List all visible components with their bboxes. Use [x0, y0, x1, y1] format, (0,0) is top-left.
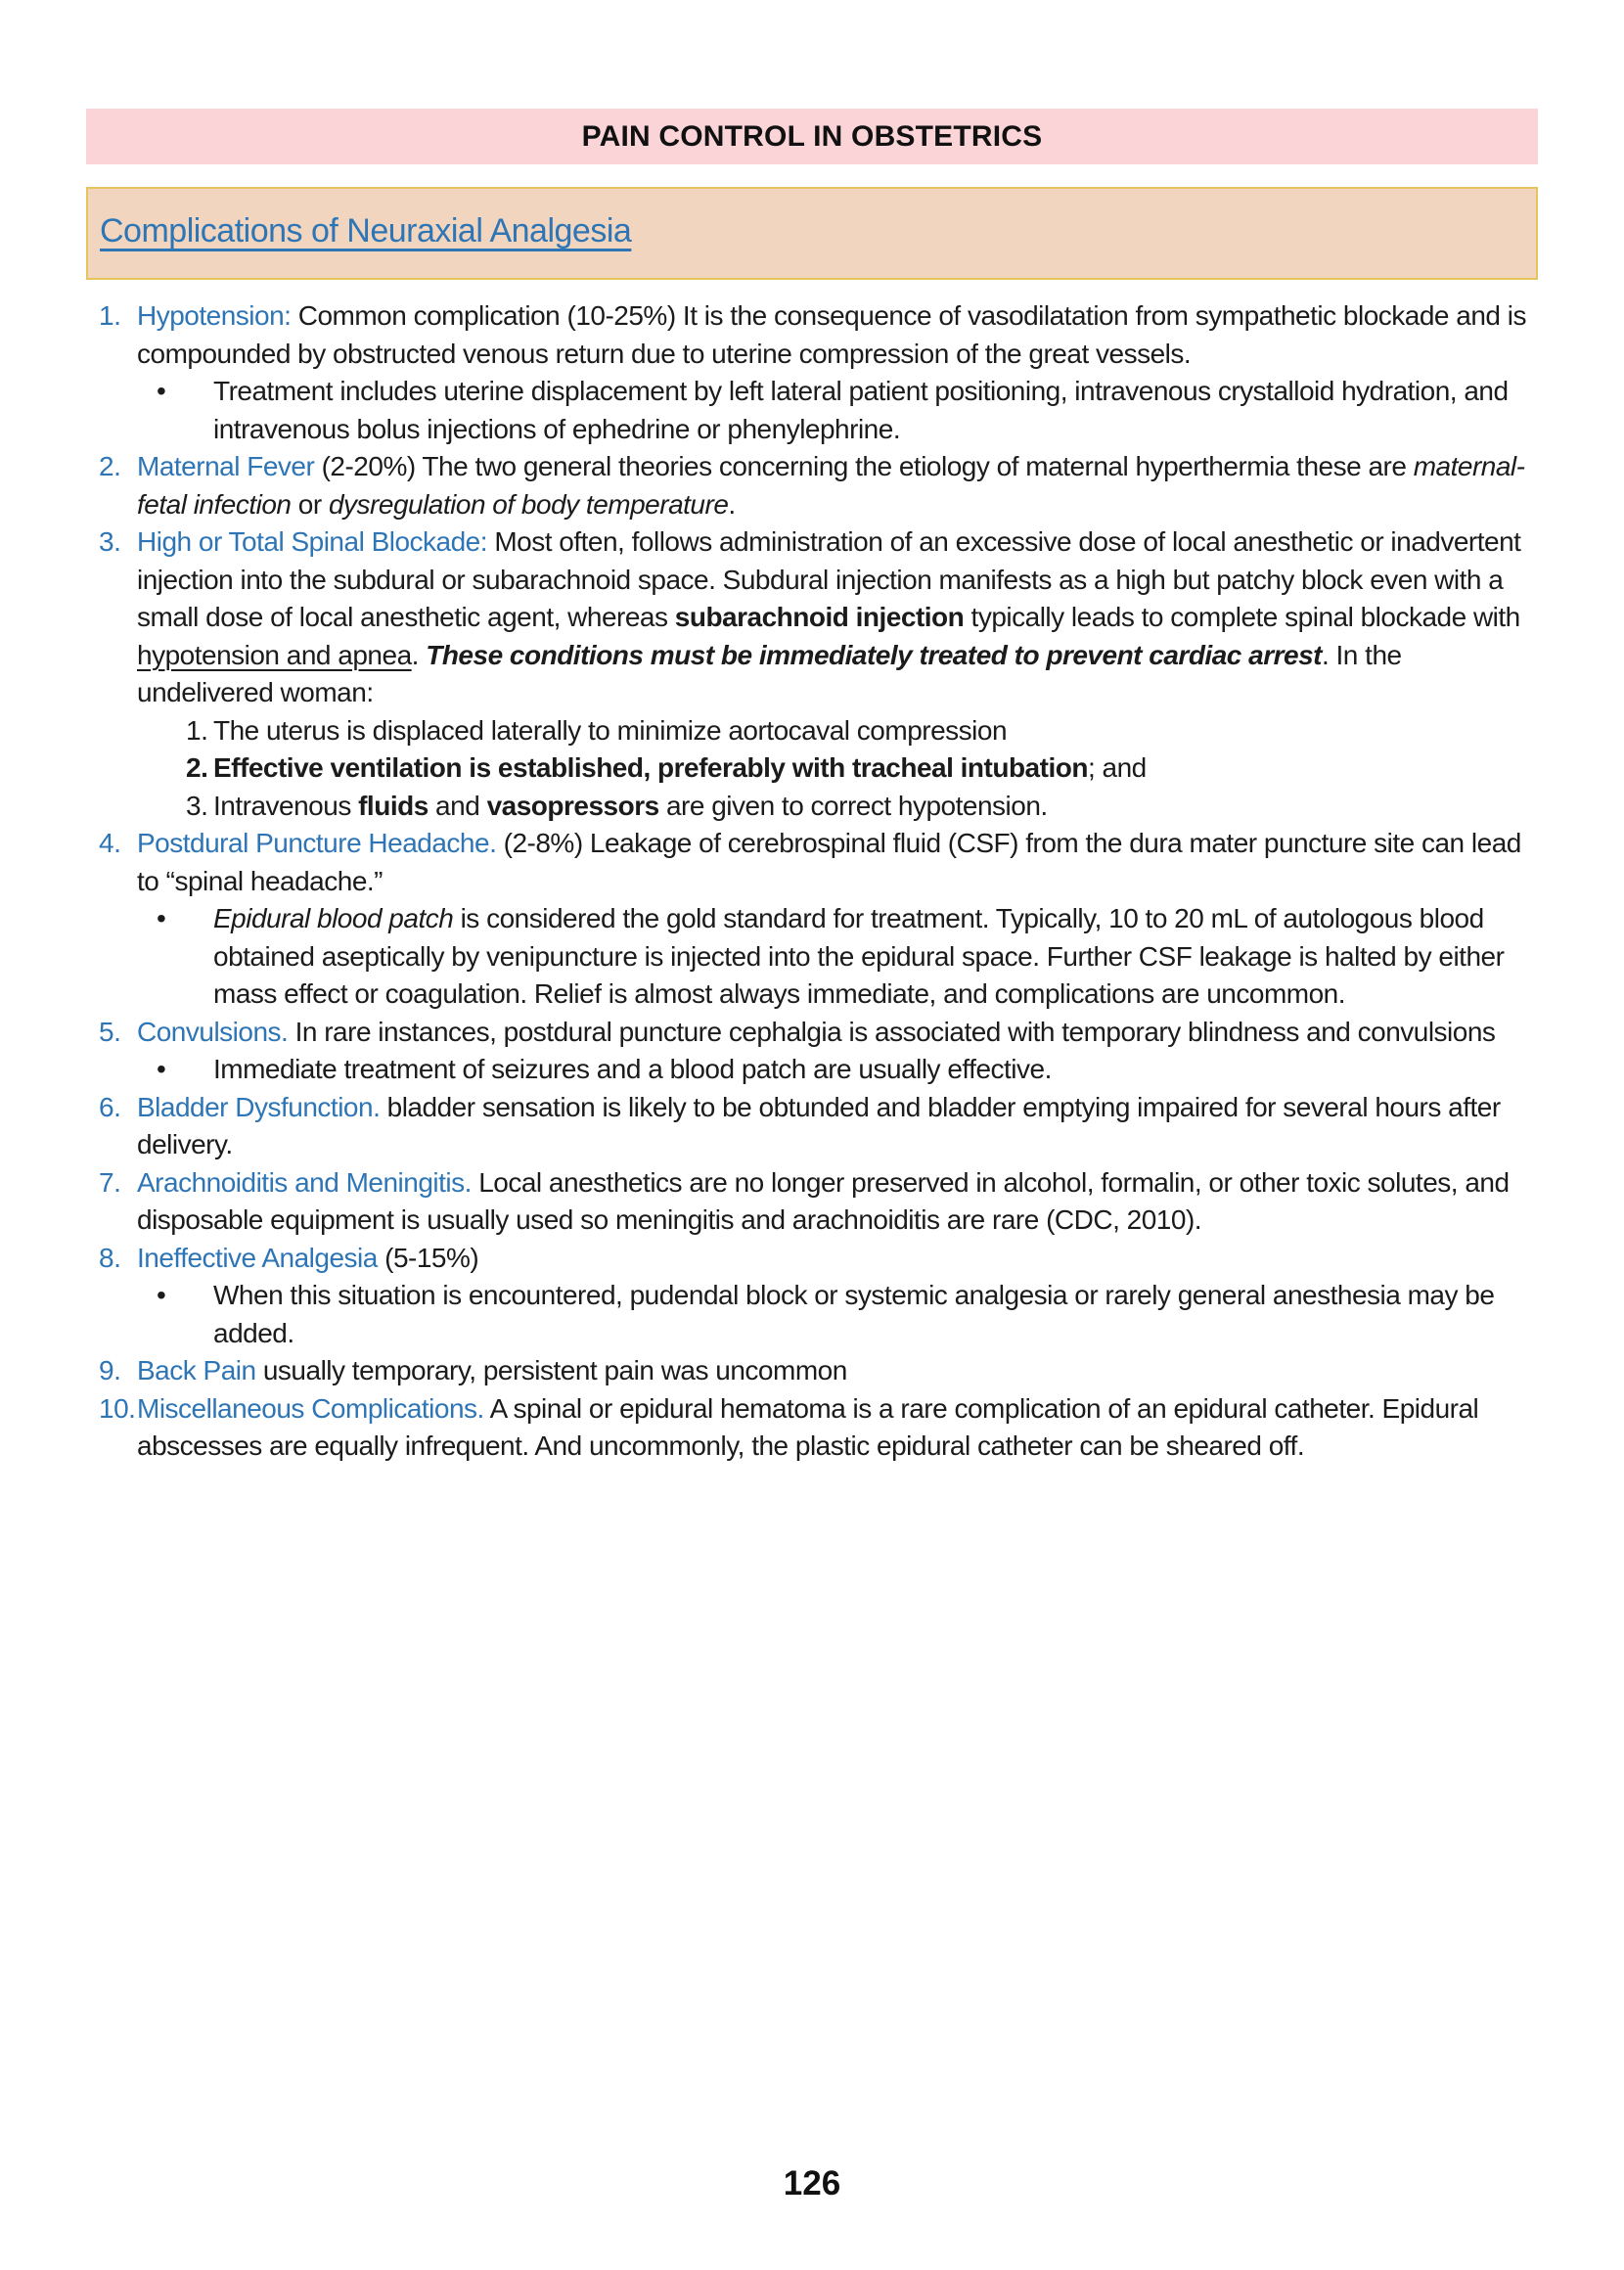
page-number: 126 — [783, 2164, 841, 2202]
list-item-text — [137, 1352, 1538, 1390]
body-text: maternal-fetal infection — [137, 451, 1525, 520]
body-text: Treatment includes uterine displacement by left lateral patient positioning, intravenous crystalloid hydration, and intravenous bolus injections of ephedrine or phenylephrine. — [213, 376, 1509, 444]
bullet-marker: • — [157, 1280, 166, 1310]
list-item — [86, 1352, 1538, 1390]
body-text: . — [411, 639, 427, 670]
sub-item-text — [213, 1051, 1538, 1089]
sub-item-text — [213, 1277, 1538, 1352]
sub-item-text — [213, 373, 1538, 448]
body-text: fluids — [358, 790, 429, 821]
body-text: Local anesthetics are no longer preserved in alcohol, formalin, or other toxic solutes, and disposable equipment is usually used so meningitis and arachnoiditis are rare (CDC, 2010). — [137, 1166, 1510, 1235]
sub-list-item — [137, 1051, 1538, 1089]
list-item-number: 4. — [99, 828, 121, 858]
body-text: Effective ventilation is established, preferably with tracheal intubation — [213, 752, 1088, 783]
list-item-body — [137, 297, 1538, 448]
list-item — [86, 1089, 1538, 1164]
term-text: Back Pain — [137, 1355, 256, 1385]
term-text: Postdural Puncture Headache. — [137, 828, 497, 858]
body-text: are given to correct hypotension. — [658, 790, 1048, 821]
list-item-body — [137, 1352, 1538, 1390]
list-item-body — [137, 1240, 1538, 1353]
page-title-bar — [86, 109, 1538, 164]
section-heading: Complications of Neuraxial Analgesia — [100, 212, 632, 250]
list-item — [86, 825, 1538, 1014]
body-text: is considered the gold standard for treatment. Typically, 10 to 20 mL of autologous blood obtained aseptically by venipuncture is injected into the epidural space. Further CSF leakage is halted by either mass effect or coagulation. Relief is almost always immediate, and complications are uncommon. — [213, 903, 1505, 1009]
list-item — [86, 1014, 1538, 1089]
body-text: When this situation is encountered, pudendal block or systemic analgesia or rarely general anesthesia may be added. — [213, 1280, 1495, 1348]
page-content — [86, 109, 1538, 1466]
list-item-number: 10. — [99, 1392, 136, 1424]
list-item-text — [137, 448, 1538, 523]
term-text: High or Total Spinal Blockade: — [137, 526, 488, 557]
body-text: Immediate treatment of seizures and a blood patch are usually effective. — [213, 1054, 1052, 1084]
page-title: PAIN CONTROL IN OBSTETRICS — [581, 119, 1043, 153]
body-text: Common complication (10-25%) It is the consequence of vasodilatation from sympathetic blockade and is compounded by obstructed venous return due to uterine compression of the great vessels. — [137, 300, 1526, 369]
sub-item-text — [213, 900, 1538, 1014]
list-item — [86, 297, 1538, 448]
term-text: Ineffective Analgesia — [137, 1242, 378, 1273]
term-text: Miscellaneous Complications. — [137, 1392, 484, 1424]
body-text: or — [291, 488, 329, 520]
body-text: usually temporary, persistent pain was uncommon — [255, 1355, 847, 1385]
term-text: Maternal Fever — [137, 451, 315, 481]
body-text: hypotension and apnea — [137, 639, 412, 670]
sub-item-number: 1. — [186, 714, 208, 746]
body-text: These conditions must be immediately treated to prevent cardiac arrest — [426, 639, 1322, 670]
sub-item-number: 3. — [186, 790, 208, 821]
body-text: . In the undelivered woman: — [137, 639, 1402, 707]
list-item-number: 7. — [99, 1166, 121, 1198]
sub-item-text — [213, 712, 1538, 750]
body-text: subarachnoid injection — [674, 602, 965, 632]
list-item-body — [137, 448, 1538, 523]
list-item-text — [137, 1164, 1538, 1240]
body-text: . — [728, 488, 736, 520]
sub-item-text — [213, 788, 1538, 826]
list-item-body — [137, 1014, 1538, 1089]
body-text: Epidural blood patch — [213, 903, 454, 933]
list-item-body — [137, 523, 1538, 825]
list-item — [86, 1390, 1538, 1466]
list-item — [86, 523, 1538, 825]
list-item-number: 1. — [99, 300, 121, 331]
bullet-marker: • — [157, 1054, 166, 1084]
list-item-text — [137, 1089, 1538, 1164]
term-text: Arachnoiditis and Meningitis. — [137, 1166, 472, 1198]
sub-list-item — [137, 712, 1538, 750]
list-item — [86, 448, 1538, 523]
list-item-body — [137, 1089, 1538, 1164]
sub-list-item — [137, 373, 1538, 448]
list-item-text — [137, 1390, 1538, 1466]
body-text: In rare instances, postdural puncture cephalgia is associated with temporary blindness and convulsions — [288, 1016, 1496, 1047]
bullet-marker: • — [157, 376, 166, 406]
list-item-text — [137, 825, 1538, 900]
sub-list-item — [137, 1277, 1538, 1352]
body-text: bladder sensation is likely to be obtunded and bladder emptying impaired for several hours after delivery. — [137, 1091, 1501, 1159]
body-text: ; and — [1087, 752, 1147, 783]
body-text: and — [428, 790, 487, 821]
list-item-number: 8. — [99, 1242, 121, 1273]
body-text: The uterus is displaced laterally to minimize aortocaval compression — [213, 714, 1008, 746]
body-text: (5-15%) — [377, 1242, 479, 1273]
list-item-number: 3. — [99, 526, 121, 557]
term-text: Convulsions. — [137, 1016, 289, 1047]
sub-list-item — [137, 788, 1538, 826]
body-text: typically leads to complete spinal blockade with — [964, 602, 1520, 632]
list-item-body — [137, 1390, 1538, 1466]
sub-list-item — [137, 900, 1538, 1014]
list-item — [86, 1240, 1538, 1353]
sub-list-item — [137, 749, 1538, 788]
body-text: Most often, follows administration of an excessive dose of local anesthetic or inadvertent injection into the subdural or subarachnoid space. Subdural injection manifests as a high but patchy block even with a small dose of local anesthetic agent, whereas — [137, 526, 1521, 632]
sub-item-text — [213, 749, 1538, 788]
list-item-body — [137, 1164, 1538, 1240]
term-text: Hypotension: — [137, 300, 292, 331]
list-item-text — [137, 523, 1538, 712]
list-item-text — [137, 297, 1538, 373]
list-item — [86, 1164, 1538, 1240]
list-item-body — [137, 825, 1538, 1014]
complications-list — [86, 297, 1538, 1466]
body-text: dysregulation of body temperature — [328, 488, 729, 520]
list-item-number: 5. — [99, 1016, 121, 1047]
body-text: (2-8%) Leakage of cerebrospinal fluid (CSF) from the dura mater puncture site can lead to “spinal headache.” — [137, 828, 1521, 896]
body-text: Intravenous — [213, 790, 359, 821]
list-item-number: 6. — [99, 1091, 121, 1122]
term-text: Bladder Dysfunction. — [137, 1091, 381, 1122]
list-item-number: 2. — [99, 451, 121, 481]
list-item-number: 9. — [99, 1355, 121, 1385]
section-header-box — [86, 187, 1538, 280]
body-text: (2-20%) The two general theories concerning the etiology of maternal hyperthermia these are — [314, 451, 1414, 481]
sub-item-number: 2. — [186, 752, 208, 783]
bullet-marker: • — [157, 903, 166, 933]
body-text: A spinal or epidural hematoma is a rare complication of an epidural catheter. Epidural abscesses are equally infrequent. And uncommonly, the plastic epidural catheter can be sheared off. — [137, 1392, 1479, 1461]
list-item-text — [137, 1014, 1538, 1052]
body-text: vasopressors — [486, 790, 659, 821]
list-item-text — [137, 1240, 1538, 1278]
